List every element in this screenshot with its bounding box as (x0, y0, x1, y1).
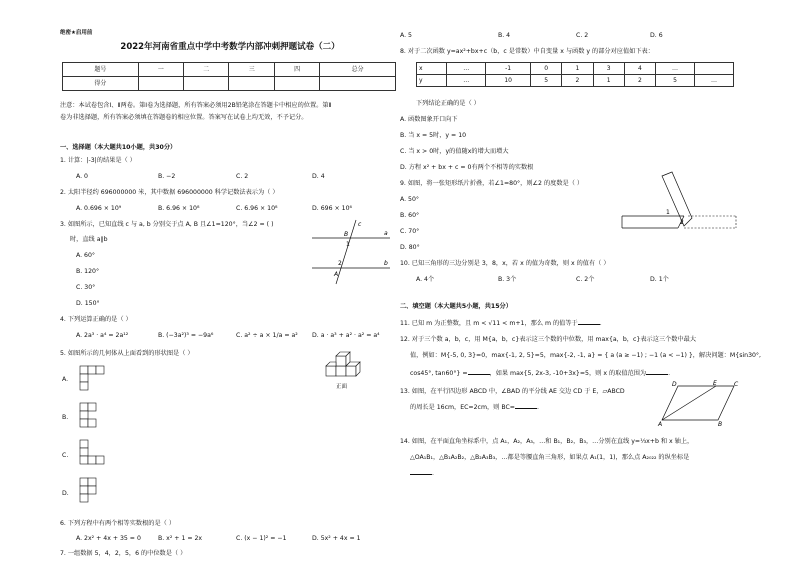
option: B. −2 (158, 173, 176, 180)
table-cell: y (417, 75, 447, 87)
page-title: 2022年河南省重点中学中考数学内部冲刺押题试卷（二） (120, 42, 340, 52)
question-stem: 9. 如图，将一张矩形纸片折叠，若∠1=80°，则∠2 的度数是（ ） (400, 180, 584, 187)
answer-blank[interactable] (515, 408, 537, 409)
value-table (416, 62, 734, 87)
question-stem: . (410, 470, 434, 478)
option: D. 696 × 10⁶ (312, 205, 352, 212)
option-b-figure (80, 403, 120, 435)
label-D: D (672, 381, 677, 388)
question-stem: 1. 计算：|-3|的结果是（ ） (60, 157, 136, 164)
label-angle-1: 1 (346, 241, 350, 248)
option: C. (62, 452, 69, 459)
option: C. 2 (236, 173, 249, 180)
label-a: a (384, 230, 388, 237)
option: A. 4个 (416, 276, 435, 283)
question-text: 11. 已知 m 为正整数，且 m < √11 < m+1，那么 m 的值等于 (400, 320, 578, 327)
question-stem: 8. 对于二次函数 y=ax²+bx+c（b，c 是常数）中自变量 x 与函数 y 的部分对应值如下表： (400, 48, 654, 55)
option: D. 1个 (650, 276, 669, 283)
question-stem: 3. 如图所示，已知直线 c 与 a, b 分别交于点 A, B 且∠1=120°，当∠2 = ( ) (60, 221, 274, 228)
option: B. 120° (76, 268, 100, 275)
option: D. 方程 x² + bx + c = 0有两个不相等的实数根 (400, 164, 534, 171)
label-angle-2: 2 (680, 219, 684, 226)
label-angle-2: 2 (338, 260, 342, 267)
option: D. 150° (76, 300, 100, 307)
question-text: cos45°, tan60°} = (410, 370, 468, 377)
option-c-figure (80, 440, 120, 472)
notice-line: 卷为非选择题，所有答案必须填在答题卷的相应位置。答案写在试卷上均无效，不予记分。 (60, 114, 308, 121)
parallelogram-figure (658, 382, 738, 426)
question-text: ，如果 max{5, 2x-3, -10+3x}=5，则 x 的取值范围为 (489, 370, 647, 377)
table-cell: … (694, 75, 733, 87)
answer-blank[interactable] (410, 474, 432, 475)
question-stem: 6. 下列方程中有两个相等实数根的是（ ） (60, 520, 176, 527)
option: D. 4 (312, 173, 325, 180)
table-cell: 5 (531, 75, 562, 87)
option: C. 当 x > 0时，y的值随x的增大而增大 (400, 148, 509, 155)
question-stem: 时，直线 a∥b (70, 236, 108, 243)
answer-blank[interactable] (646, 374, 668, 375)
table-cell: 1 (593, 75, 624, 87)
question-stem: 5. 如图所示的几何体从上面看到的形状图是（ ） (60, 350, 194, 357)
label-C: C (734, 381, 739, 388)
score-header: 三 (229, 63, 274, 77)
question-stem: 11. 已知 m 为正整数，且 m < √11 < m+1，那么 m 的值等于 . (400, 320, 602, 327)
option: C. 30° (76, 284, 96, 291)
question-stem: 4. 下列运算正确的是（ ） (60, 316, 132, 323)
option: A. 0 (76, 173, 88, 180)
table-cell: 10 (486, 75, 531, 87)
question-stem: 7. 一组数据 5，4，2，5，6 的中位数是（ ） (60, 550, 187, 557)
option: A. 0.696 × 10⁹ (76, 205, 122, 212)
option: D. 6 (650, 32, 663, 39)
option: A. (62, 376, 69, 383)
option: B. 当 x = 5时，y = 10 (400, 132, 467, 139)
label-A: A (334, 271, 339, 278)
secret-label: 绝密★启用前 (60, 30, 93, 36)
label-B: B (718, 421, 723, 428)
option: A. 60° (76, 252, 96, 259)
option-d-figure (80, 478, 120, 510)
table-cell: 2 (562, 75, 593, 87)
question-text: 的周长是 16cm，EC=2cm，则 BC= (410, 404, 515, 411)
label-A: A (658, 421, 663, 428)
table-cell: x (417, 63, 447, 75)
label-B: B (344, 231, 349, 238)
question-stem: 2. 太阳半径约 696000000 米，其中数据 696000000 科学记数法表示为（ ） (60, 189, 279, 196)
notice-line: 注意：本试卷包含Ⅰ、Ⅱ两卷。第Ⅰ卷为选择题，所有答案必须用2B铅笔涂在答题卡中相应的位置。第Ⅱ (60, 102, 332, 109)
label-angle-1: 1 (666, 209, 670, 216)
section-heading: 二、填空题（本大题共5小题，共15分） (400, 303, 512, 310)
answer-blank[interactable] (468, 374, 490, 375)
score-header: 一 (138, 63, 183, 77)
question-stem: 14. 如图，在平面直角坐标系中，点 A₁，A₂，A₃，…和 B₁，B₂，B₃，…分别在直线 y=⅓x+b 和 x 轴上， (400, 438, 694, 445)
option: B. 60° (400, 212, 420, 219)
question-stem: cos45°, tan60°} = ，如果 max{5, 2x-3, -10+3x}=5，则 x 的取值范围为 . (410, 370, 671, 377)
option: B. x² + 1 = 2x (158, 535, 203, 542)
score-cell (229, 77, 274, 91)
option: C. 2 (576, 32, 589, 39)
label-b: b (384, 260, 388, 267)
score-row-label: 得分 (63, 77, 139, 91)
table-cell: … (656, 63, 695, 75)
solid-figure (320, 348, 390, 390)
score-header: 二 (184, 63, 229, 77)
table-cell: 5 (656, 75, 695, 87)
table-row (417, 63, 734, 75)
score-cell (274, 77, 319, 91)
answer-blank[interactable] (578, 324, 600, 325)
option: B. (−3a²)³ = −9a⁶ (158, 332, 214, 339)
option: B. (62, 414, 69, 421)
option: B. 6.96 × 10⁸ (158, 205, 200, 212)
label-E: E (713, 380, 717, 387)
label-c: c (358, 221, 362, 228)
option-a-figure (80, 366, 120, 398)
option: A. 5 (400, 32, 412, 39)
option: B. 4 (498, 32, 511, 39)
score-header: 题号 (63, 63, 139, 77)
score-cell (184, 77, 229, 91)
table-cell (694, 63, 733, 75)
option: C. 2个 (576, 276, 595, 283)
table-row (417, 75, 734, 87)
option: D. 80° (400, 244, 420, 251)
table-cell: … (447, 75, 486, 87)
score-table (62, 62, 396, 91)
question-stem: 12. 对于三个数 a，b，c，用 M{a，b，c}表示这三个数的中位数，用 max{a，b，c}表示这三个数中最大 (400, 336, 697, 343)
table-cell: 3 (593, 63, 624, 75)
table-cell: -1 (486, 63, 531, 75)
option: B. 3个 (498, 276, 517, 283)
parallel-lines-figure (312, 218, 392, 288)
option: D. 5x² + 4x = 1 (312, 535, 361, 542)
question-stem: 13. 如图，在平行四边形 ABCD 中，∠BAD 的平分线 AE 交边 CD 于 E，▱ABCD (400, 388, 625, 395)
option: A. 2a³ · a⁴ = 2a¹² (76, 332, 129, 339)
option: C. 6.96 × 10⁸ (236, 205, 278, 212)
front-label: 正面 (336, 384, 348, 390)
question-stem: 的周长是 16cm，EC=2cm，则 BC= . (410, 404, 539, 411)
option: C. (x − 1)² = −1 (236, 535, 287, 542)
question-stem: △OA₁B₁，△B₁A₂B₂，△B₂A₃B₃，…都是等腰直角三角形，如果点 A₁(1，1)，那么点 A₂₀₂₂ 的纵坐标是 (410, 454, 690, 461)
option: A. 50° (400, 196, 420, 203)
option: C. a² ÷ a × 1/a = a² (236, 332, 298, 339)
question-stem: 10. 已知三角形的三边分别是 3，8，x，若 x 的值为奇数，则 x 的值有（ ） (400, 260, 610, 267)
question-stem: 值，例如：M{-5, 0, 3}=0，max{-1, 2, 5}=5，max{-2, -1, a} = { a (a ≥ −1) ; −1 (a < −1) }，解决问题：M{sin30°, (410, 352, 761, 359)
option: D. (62, 490, 69, 497)
table-cell: 0 (531, 63, 562, 75)
table-cell: … (447, 63, 486, 75)
question-stem: 下列结论正确的是（ ） (416, 100, 480, 107)
option: D. a · a³ + a² · a² = a⁴ (312, 332, 380, 339)
score-cell (138, 77, 183, 91)
option: C. 70° (400, 228, 420, 235)
folded-paper-figure (622, 170, 738, 242)
score-cell (320, 77, 396, 91)
table-cell: 4 (624, 63, 655, 75)
section-heading: 一、选择题（本大题共10小题，共30分） (60, 144, 177, 151)
table-cell: 1 (562, 63, 593, 75)
score-header: 总分 (320, 63, 396, 77)
score-header: 四 (274, 63, 319, 77)
table-cell: 2 (624, 75, 655, 87)
option: A. 函数图象开口向下 (400, 116, 458, 123)
option: A. 2x² + 4x + 35 = 0 (76, 535, 141, 542)
